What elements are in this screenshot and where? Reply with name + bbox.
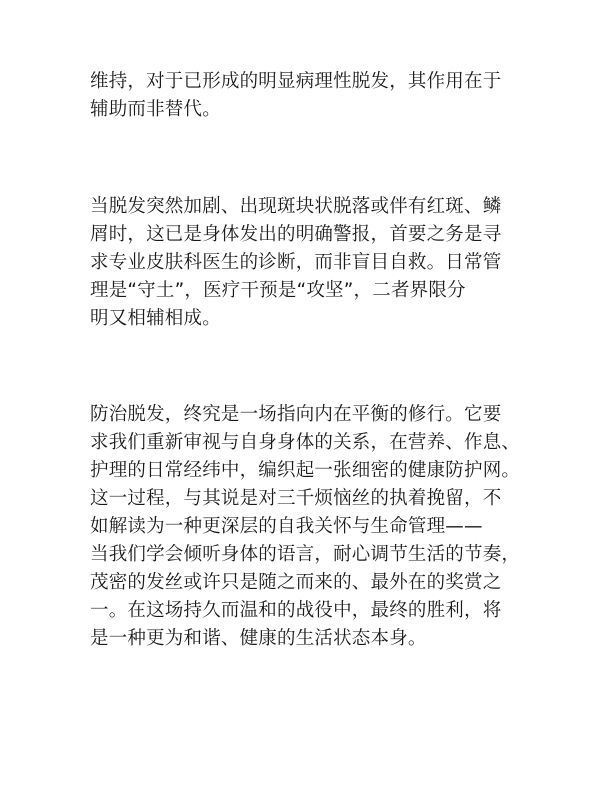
paragraph-1: 维持，对于已形成的明显病理性脱发，其作用在于 辅助而非替代。 bbox=[90, 71, 502, 120]
paragraph-2: 当脱发突然加剧、出现斑块状脱落或伴有红斑、鳞 屑时，这已是身体发出的明确警报，首要之务是寻 求专业皮肤科医生的诊断，而非盲目自救。日常管 理是“守土”，医疗干预是“攻坚”，二者界限分 明又相辅相成。 bbox=[90, 196, 502, 329]
paragraph-3: 防治脱发，终究是一场指向内在平衡的修行。它要 求我们重新审视与自身身体的关系，在营养、作息、 护理的日常经纬中，编织起一张细密的健康防护网。 这一过程，与其说是对三千烦恼丝的执着挽留，不 如解读为一种更深层的自我关怀与生命管理—— 当我们学会倾听身体的语言，耐心调节生活的节奏， 茂密的发丝或许只是随之而来的、最外在的奖赏之 一。在这场持久而温和的战役中，最终的胜利，将 是一种更为和谐、健康的生活状态本身。 bbox=[90, 404, 521, 649]
